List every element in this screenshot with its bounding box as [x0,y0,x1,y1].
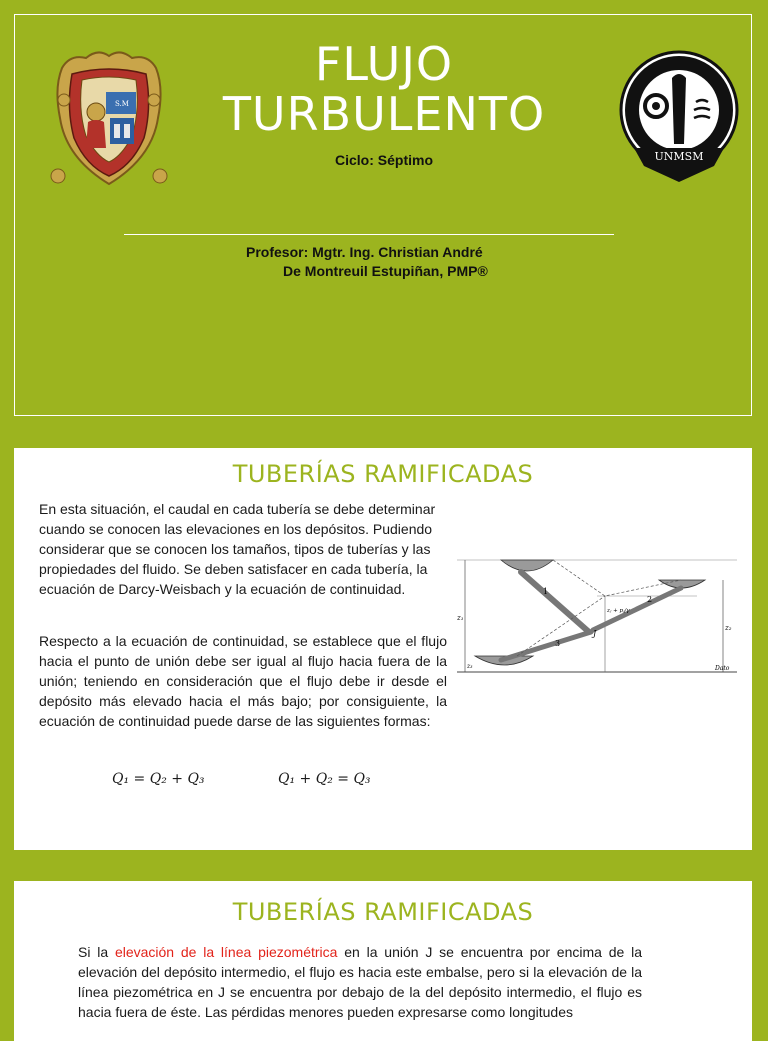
divider-line [124,234,614,235]
pipe-1-label: 1 [543,587,549,596]
branched-pipes-diagram [457,556,737,688]
highlighted-term: elevación de la línea piezométrica [114,944,338,960]
text-before: Si la [78,944,115,960]
branched-pipes-slide-2 [14,881,752,1041]
z3-label: z₃ [467,663,473,670]
continuity-paragraph: Respecto a la ecuación de continuidad, se establece que el flujo hacia el punto de unión debe ser igual al flujo hacia fuera de la unión; teniendo en consideración que el flujo debe ir desde el depósito más elevado hacia el más bajo; por consiguiente, la ecuación de continuidad puede darse de las siguientes formas: [39,633,447,729]
pipe-3-label: 3 [555,639,561,648]
zj-label: zⱼ + pⱼ/γ [607,608,630,614]
text-after: en la unión J se encuentra por encima de la elevación del depósito intermedio, el flujo es hacia este embalse, pero si la elevación de la línea piezométrica en J se encuentra por debajo de la del depósito intermedio, el flujo es hacia fuera de éste. Las pérdidas menores pueden expresarse como longitudes [78,944,642,1020]
section-title: TUBERÍAS RAMIFICADAS [232,460,534,488]
z2-label: z₂ [725,624,732,632]
z1-label: z₁ [457,614,464,622]
datum-label: Dato [715,665,730,672]
logo-right-letters: UNMSM [654,150,704,163]
intro-paragraph: En esta situación, el caudal en cada tubería se debe determinar cuando se conocen las elevaciones en los depósitos. Pudiendo considerar que se conocen los tamaños, tipos de tuberías y las propiedades del fluido. Se deben satisfacer en cada tubería, la ecuación de Darcy-Weisbach y la ecuación de continuidad. [39,501,436,597]
logo-left-letters: S.M [115,100,129,108]
title-slide [0,0,768,432]
title-line-1: FLUJO [314,37,454,91]
title-line-2: TURBULENTO [222,87,546,141]
professor-line-2: De Montreuil Estupiñan, PMP® [283,263,488,279]
pipe-2-label: 2 [647,595,653,604]
junction-label: J [593,629,597,638]
continuity-equation-1: Q₁ = Q₂ + Q₃ [112,771,205,787]
course-cycle: Ciclo: Séptimo [334,152,433,168]
piezometric-paragraph [78,942,642,1022]
professor-name [246,243,488,281]
branched-pipes-slide [14,448,752,850]
professor-line-1: Profesor: Mgtr. Ing. Christian André [246,244,483,260]
continuity-equation-2: Q₁ + Q₂ = Q₃ [278,771,371,787]
section-title-2: TUBERÍAS RAMIFICADAS [232,898,534,926]
